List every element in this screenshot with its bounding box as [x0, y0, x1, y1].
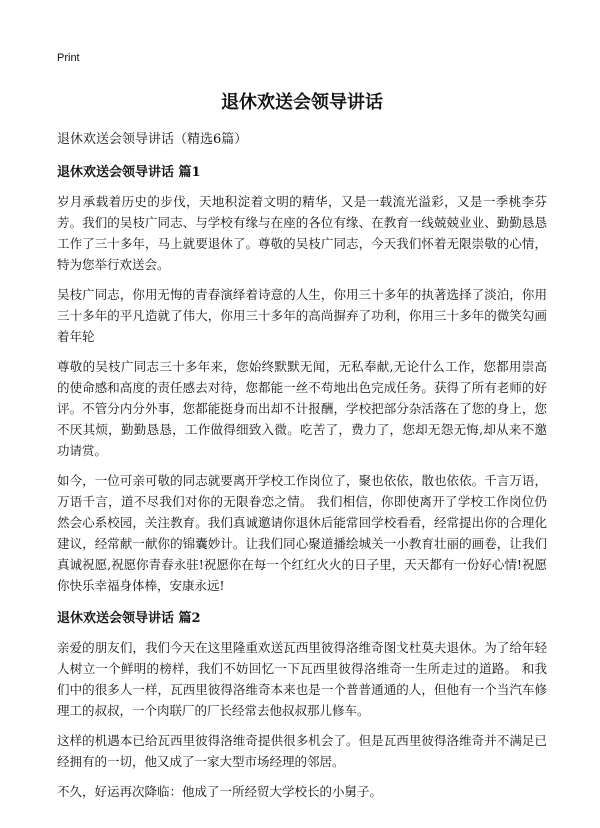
section-heading-2: 退休欢送会领导讲话 篇2: [57, 611, 201, 626]
document-page: [57, 46, 547, 802]
paragraph: 这样的机遇本已给瓦西里彼得洛维奇提供很多机会了。但是瓦西里彼得洛维奇并不满足已经拥有的一切，他又成了一家大型市场经理的邻居。: [57, 733, 547, 769]
paragraph: 岁月承载着历史的步伐，天地积淀着文明的精华，又是一载流光溢彩，又是一季桃李芬芳。我们的吴枝广同志、与学校有缘与在座的各位有缘、在教育一线兢兢业业、勤勤恳恳工作了三十多年，马上就要退休了。尊敬的吴枝广同志，今天我们怀着无限崇敬的心情，特为您举行欢送会。: [57, 194, 547, 272]
paragraph: 吴枝广同志，你用无悔的青春演绎着诗意的人生，你用三十多年的执著选择了淡泊，你用三十多年的平凡造就了伟大，你用三十多年的高尚摒弃了功利，你用三十多年的微笑勾画着年轮: [57, 287, 547, 344]
document-subtitle: 退休欢送会领导讲话（精选6篇）: [57, 132, 248, 147]
paragraph: 如今，一位可亲可敬的同志就要离开学校工作岗位了，聚也依依，散也依依。千言万语，万语千言，道不尽我们对你的无限眷恋之情。 我们相信，你即使离开了学校工作岗位仍然会心系校园，关注教育。我们真诚邀请你退休后能常回学校看看，经常提出你的合理化建议，经常献一献你的锦囊妙计。让我们同心聚道播绘城关一小教育壮丽的画卷，让我们真诚祝愿,祝愿你青春永驻!祝愿你在每一个红红火火的日子里，天天都有一份好心情!祝愿你快乐幸福身体棒，安康永远!: [57, 473, 547, 593]
paragraph: 亲爱的朋友们，我们今天在这里隆重欢送瓦西里彼得洛维奇图戈杜莫夫退休。为了给年轻人树立一个鲜明的榜样，我们不妨回忆一下瓦西里彼得洛维奇一生所走过的道路。 和我们中的很多人一样，瓦西里彼得洛维奇本来也是一个普普通通的人，但他有一个当汽车修理工的叔叔，一个肉联厂的厂长经常去他叔叔那儿修车。: [57, 640, 547, 718]
print-link[interactable]: Print: [57, 52, 80, 64]
paragraph: 不久，好运再次降临：他成了一所经贸大学校长的小舅子。: [57, 784, 383, 799]
paragraph: 尊敬的吴枝广同志三十多年来，您始终默默无闻，无私奉献,无论什么工作，您都用崇高的使命感和高度的责任感去对待，您都能一丝不苟地出色完成任务。获得了所有老师的好评。不管分内分外事，您都能挺身而出却不计报酬，学校把部分杂活落在了您的身上，您不厌其烦，勤勤恳恳，工作做得细致入微。吃苦了，费力了，您却无怨无悔,却从来不邀功请赏。: [57, 359, 547, 458]
section-heading-1: 退休欢送会领导讲话 篇1: [57, 165, 201, 180]
document-title: 退休欢送会领导讲话: [221, 92, 383, 113]
